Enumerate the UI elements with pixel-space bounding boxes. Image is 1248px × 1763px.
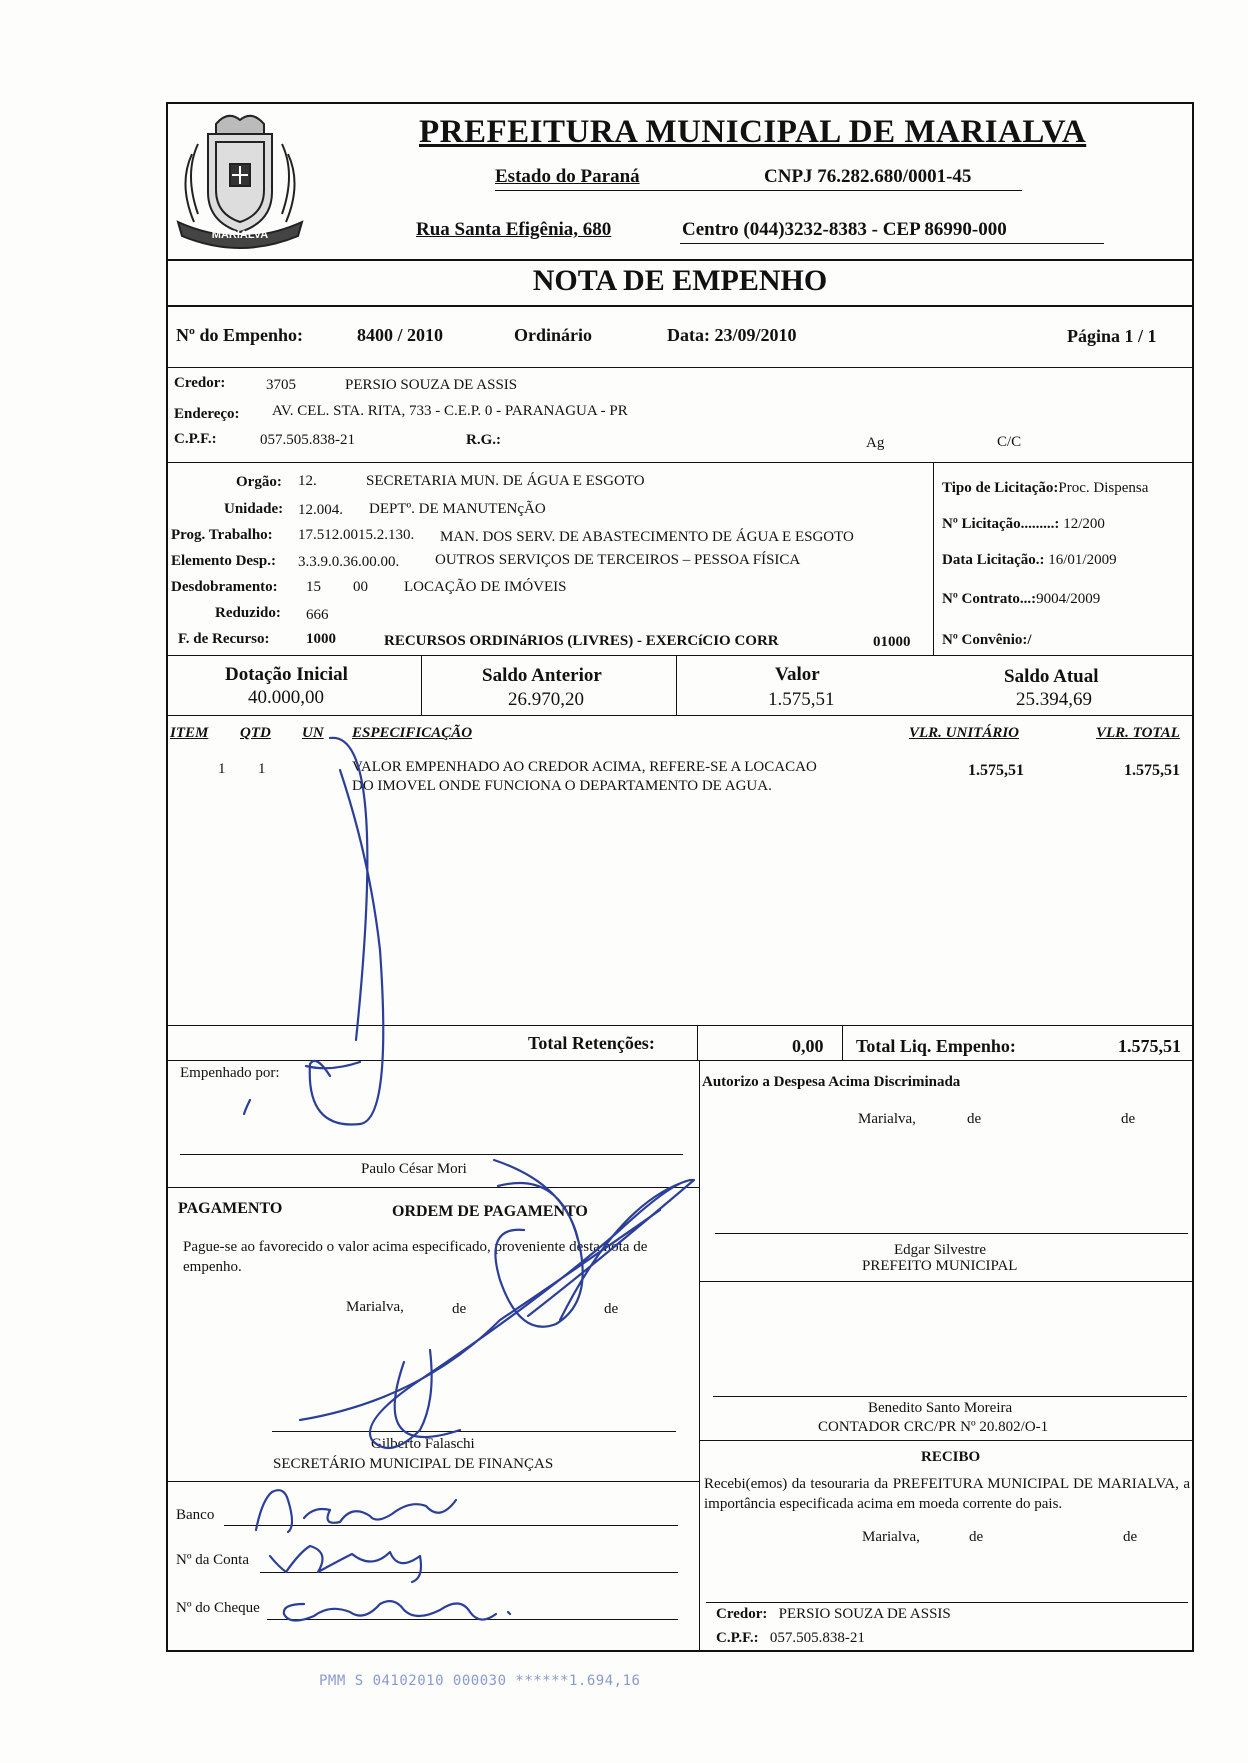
cc-label: C/C <box>997 434 1022 450</box>
empenho-page: Página 1 / 1 <box>1067 326 1157 346</box>
credor-name: PERSIO SOUZA DE ASSIS <box>345 377 518 393</box>
desdob-desc: LOCAÇÃO DE IMÓVEIS <box>404 579 567 595</box>
valor-label: Valor <box>775 664 820 685</box>
recurso-label: F. de Recurso: <box>178 631 270 647</box>
total-retencoes-label: Total Retenções: <box>528 1033 655 1053</box>
header-title: PREFEITURA MUNICIPAL DE MARIALVA <box>419 114 1087 150</box>
cpf-label: C.P.F.: <box>174 431 217 447</box>
recibo-title: RECIBO <box>921 1449 981 1465</box>
pagamento-place: Marialva, <box>346 1299 404 1315</box>
header-address: Rua Santa Efigênia, 680 <box>416 219 612 240</box>
autorizo-place: Marialva, <box>858 1111 916 1127</box>
recibo-text: Recebi(emos) da tesouraria da PREFEITURA MUNICIPAL DE MARIALVA, a importância especificada acima em moeda corrente do pais. <box>704 1476 1190 1512</box>
credor-label: Credor: <box>174 375 226 391</box>
autorizo-de2: de <box>1121 1111 1136 1127</box>
header-state: Estado do Paraná <box>495 166 640 187</box>
elemento-desc: OUTROS SERVIÇOS DE TERCEIROS – PESSOA FÍSICA <box>435 552 801 568</box>
ag-label: Ag <box>866 435 885 451</box>
doc-title: NOTA DE EMPENHO <box>532 264 828 297</box>
cheque-label: Nº do Cheque <box>176 1600 260 1616</box>
orgao-desc: SECRETARIA MUN. DE ÁGUA E ESGOTO <box>366 473 645 489</box>
secretario-role: SECRETÁRIO MUNICIPAL DE FINANÇAS <box>273 1456 554 1472</box>
empenhado-name: Paulo César Mori <box>361 1161 467 1177</box>
col-vlr-unitario: VLR. UNITÁRIO <box>909 725 1020 741</box>
contrato: 9004/2009 <box>1036 591 1101 607</box>
secretario-name: Gilberto Falaschi <box>371 1436 475 1452</box>
empenho-number: 8400 / 2010 <box>357 325 444 345</box>
header-address-rest: Centro (044)3232-8383 - CEP 86990-000 <box>682 219 1007 240</box>
desdob-b: 00 <box>353 579 368 595</box>
tipo-licitacao: Proc. Dispensa <box>1058 480 1149 496</box>
banco-label: Banco <box>176 1507 215 1523</box>
prog-label: Prog. Trabalho: <box>171 527 273 543</box>
saldo-atual-label: Saldo Atual <box>1004 666 1099 687</box>
col-qtd: QTD <box>240 725 271 741</box>
row-desc-line2: DO IMOVEL ONDE FUNCIONA O DEPARTAMENTO DE AGUA. <box>352 778 772 794</box>
endereco-label: Endereço: <box>174 406 240 422</box>
col-especificacao: ESPECIFICAÇÃO <box>352 725 473 741</box>
unidade-code: 12.004. <box>298 502 343 518</box>
pagamento-text: Pague-se ao favorecido o valor acima especificado, proveniente desta nota de empenho. <box>183 1239 648 1275</box>
recurso-code: 1000 <box>306 631 336 647</box>
data-licitacao: 16/01/2009 <box>1048 552 1117 568</box>
autorizo-text: Autorizo a Despesa Acima Discriminada <box>702 1074 961 1090</box>
unidade-label: Unidade: <box>224 501 284 517</box>
orgao-label: Orgão: <box>236 474 282 490</box>
saldo-anterior: 26.970,20 <box>508 689 584 710</box>
elemento-label: Elemento Desp.: <box>171 553 276 569</box>
reduzido-code: 666 <box>306 607 329 623</box>
credor-code: 3705 <box>266 377 296 393</box>
valor: 1.575,51 <box>768 689 835 710</box>
dotacao-inicial: 40.000,00 <box>248 687 324 708</box>
recurso-number: 01000 <box>873 634 911 650</box>
row-qtd: 1 <box>258 761 266 777</box>
print-stamp: PMM S 04102010 000030 ******1.694,16 <box>319 1673 641 1689</box>
recibo-credor: PERSIO SOUZA DE ASSIS <box>778 1606 951 1622</box>
pagamento-de2: de <box>604 1301 619 1317</box>
empenho-label: Nº do Empenho: <box>176 325 303 345</box>
tipo-licitacao-label: Tipo de Licitação: <box>942 480 1059 496</box>
conta-label: Nº da Conta <box>176 1552 249 1568</box>
credor-cpf: 057.505.838-21 <box>260 432 355 448</box>
svg-text:MARIALVA: MARIALVA <box>211 229 269 241</box>
row-desc-line1: VALOR EMPENHADO AO CREDOR ACIMA, REFERE-SE A LOCACAO <box>352 759 817 775</box>
total-retencoes: 0,00 <box>792 1036 824 1056</box>
data-licitacao-label: Data Licitação.: <box>942 552 1045 568</box>
col-un: UN <box>302 725 324 741</box>
desdob-a: 15 <box>306 579 321 595</box>
prefeito-role: PREFEITO MUNICIPAL <box>862 1258 1018 1274</box>
prog-desc: MAN. DOS SERV. DE ABASTECIMENTO DE ÁGUA E ESGOTO <box>440 529 854 545</box>
total-liq: 1.575,51 <box>1118 1036 1181 1056</box>
contrato-label: Nº Contrato...: <box>942 591 1037 607</box>
contador-name: Benedito Santo Moreira <box>868 1400 1013 1416</box>
empenho-type: Ordinário <box>514 325 593 345</box>
unidade-desc: DEPTº. DE MANUTENçÃO <box>369 501 546 517</box>
convenio-label: Nº Convênio:/ <box>942 632 1032 648</box>
rg-label: R.G.: <box>466 432 501 448</box>
col-item: ITEM <box>170 725 209 741</box>
header-cnpj: CNPJ 76.282.680/0001-45 <box>764 166 972 187</box>
total-liq-label: Total Liq. Empenho: <box>856 1036 1016 1056</box>
pagamento-label: PAGAMENTO <box>178 1200 283 1217</box>
dotacao-inicial-label: Dotação Inicial <box>225 664 348 685</box>
prog-code: 17.512.0015.2.130. <box>298 527 415 543</box>
recibo-cpf: 057.505.838-21 <box>769 1630 865 1646</box>
pagamento-de1: de <box>452 1301 467 1317</box>
credor-address: AV. CEL. STA. RITA, 733 - C.E.P. 0 - PARANAGUA - PR <box>272 403 628 419</box>
col-vlr-total: VLR. TOTAL <box>1096 725 1180 741</box>
num-licitacao: 12/200 <box>1063 516 1105 532</box>
saldo-anterior-label: Saldo Anterior <box>482 665 602 686</box>
prefeito-name: Edgar Silvestre <box>894 1242 987 1258</box>
empenho-date: Data: 23/09/2010 <box>667 325 797 345</box>
row-unit-value: 1.575,51 <box>968 762 1024 779</box>
recibo-place: Marialva, <box>862 1529 920 1545</box>
recibo-de1: de <box>969 1529 984 1545</box>
contador-role: CONTADOR CRC/PR Nº 20.802/O-1 <box>818 1419 1049 1435</box>
row-item: 1 <box>218 761 226 777</box>
saldo-atual: 25.394,69 <box>1016 689 1092 710</box>
elemento-code: 3.3.9.0.36.00.00. <box>298 554 400 570</box>
num-licitacao-label: Nº Licitação.........: <box>942 516 1060 532</box>
empenhado-label: Empenhado por: <box>180 1065 280 1081</box>
reduzido-label: Reduzido: <box>215 605 281 621</box>
ordem-pagamento-label: ORDEM DE PAGAMENTO <box>392 1203 588 1220</box>
autorizo-de1: de <box>967 1111 982 1127</box>
desdob-label: Desdobramento: <box>171 579 278 595</box>
orgao-code: 12. <box>298 473 317 489</box>
recibo-de2: de <box>1123 1529 1138 1545</box>
recibo-credor-label: Credor: <box>716 1606 768 1622</box>
row-total-value: 1.575,51 <box>1124 762 1180 779</box>
recurso-desc: RECURSOS ORDINáRIOS (LIVRES) - EXERCíCIO CORR <box>384 633 779 649</box>
recibo-cpf-label: C.P.F.: <box>716 1630 759 1646</box>
